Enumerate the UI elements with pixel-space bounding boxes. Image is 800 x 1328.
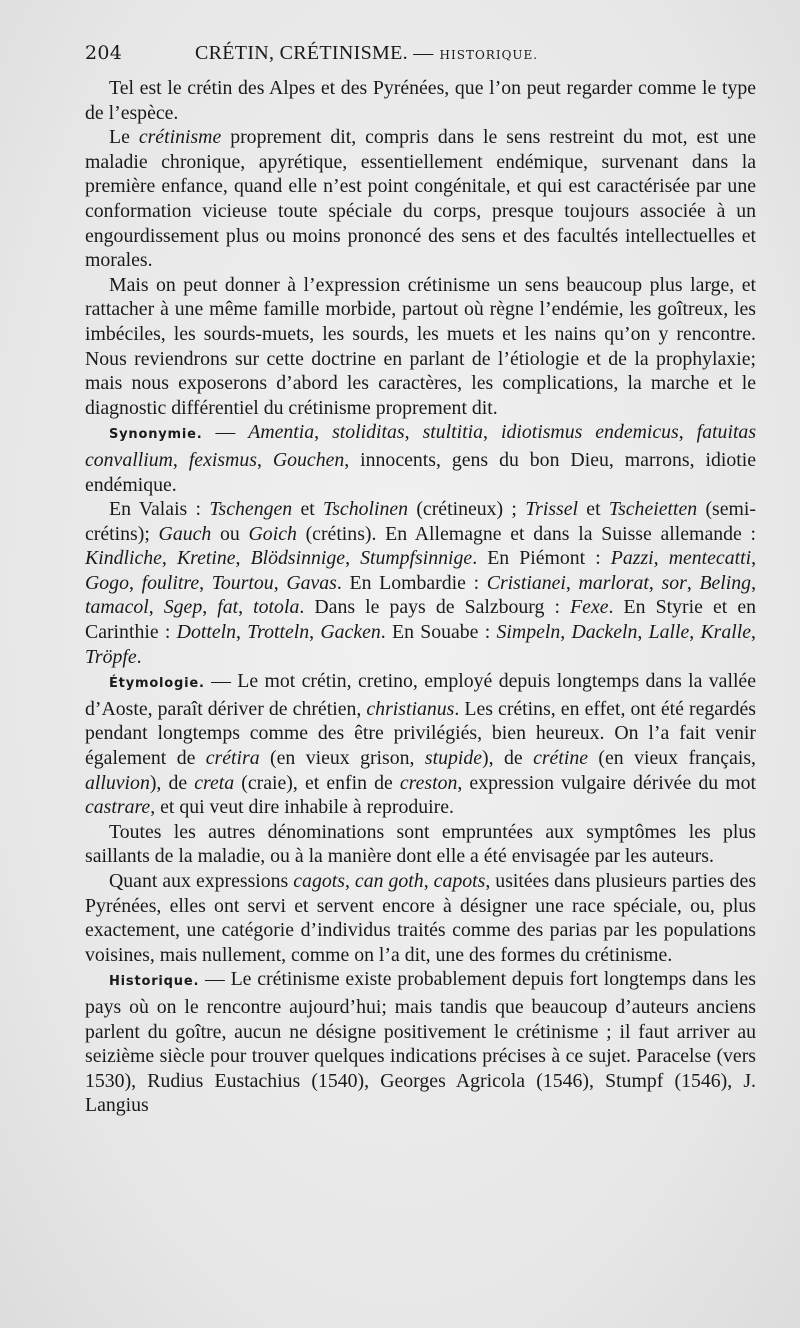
- paragraph: [85, 669, 756, 820]
- text-run: . En Styrie et en Carinthie :: [85, 596, 756, 644]
- italic-term: Tschengen: [209, 498, 293, 521]
- header-section: HISTORIQUE.: [439, 48, 539, 62]
- text-run: Tel est le crétin des Alpes et des Pyrénées, que l’on peut regarder comme le type de l’espèce.: [85, 77, 756, 124]
- italic-term: Tröpfe: [85, 645, 137, 668]
- text-run: (en vieux grison,: [259, 747, 425, 770]
- italic-term: Blödsinnige: [250, 547, 346, 570]
- italic-term: alluvion: [85, 771, 150, 794]
- italic-term: mentecatti: [668, 547, 752, 570]
- italic-term: stupide: [424, 747, 483, 770]
- italic-term: Simpeln: [496, 621, 561, 644]
- text-run: ), de: [149, 771, 195, 794]
- text-run: ,: [483, 421, 501, 444]
- italic-term: can goth: [354, 870, 424, 892]
- italic-term: cagots: [293, 870, 345, 892]
- text-run: ,: [256, 448, 273, 471]
- text-run: ,: [560, 621, 572, 644]
- running-header: [85, 42, 756, 76]
- italic-term: fatuitas convallium: [85, 421, 757, 471]
- text-run: ,: [565, 571, 579, 594]
- text-run: ), de: [482, 747, 534, 770]
- text-run: proprement dit, compris dans le sens restreint du mot, est une maladie chronique, apyrétique, essentiellement endémique, survenant dans la première enfance, quand elle n’est point congénitale, et qui est caractérisée par une conformation vicieuse toute spéciale du corps, presque toujours associée à un engourdissement plus ou moins prononcé des sens et des facultés intellectuelles et morales.: [85, 126, 756, 272]
- text-run: . Dans le pays de Salzbourg :: [299, 596, 571, 619]
- text-run: ,: [345, 547, 361, 570]
- italic-term: Fexe: [570, 596, 609, 619]
- text-run: . En Piémont :: [472, 547, 611, 570]
- italic-term: stultitia: [422, 421, 484, 444]
- italic-term: fat: [217, 596, 239, 619]
- text-run: ,: [751, 547, 757, 570]
- italic-term: christianus: [366, 697, 455, 720]
- paragraph: [85, 497, 756, 669]
- text-run: Le: [109, 126, 139, 149]
- italic-term: totola: [253, 596, 300, 619]
- italic-term: Gouchen: [272, 448, 345, 471]
- text-run: et: [292, 498, 324, 521]
- text-run: — Le crétinisme existe probablement depuis fort longtemps dans les pays où on le rencontre aujourd’hui; mais tandis que beaucoup d’auteurs anciens parlent du goître, aucun ne désigne positivement le crétinisme ; il faut arriver au seizième siècle pour trouver quelques indications précises à ce sujet. Paracelse (vers 1530), Rudius Eustachius (1540), Georges Agricola (1546), Stumpf (1546), J. Langius: [85, 968, 756, 1117]
- text-run: . En Souabe :: [380, 621, 497, 644]
- italic-term: Trissel: [525, 498, 578, 521]
- italic-term: stoliditas: [332, 421, 405, 444]
- text-run: ,: [637, 621, 649, 644]
- text-run: ,: [648, 571, 662, 594]
- text-run: Toutes les autres dénominations sont empruntées aux symptômes les plus saillants de la maladie, ou à la manière dont elle a été envisagée par les auteurs.: [85, 820, 756, 868]
- text-run: ,: [686, 571, 700, 594]
- italic-term: Dackeln: [571, 621, 638, 644]
- text-run: ,: [235, 547, 251, 570]
- italic-term: tamacol: [85, 596, 149, 619]
- italic-term: sor: [661, 571, 687, 594]
- italic-term: crétira: [205, 747, 260, 770]
- text-run: ,: [344, 870, 355, 892]
- italic-term: Gauch: [158, 522, 212, 545]
- text-run: ,: [689, 621, 701, 644]
- italic-term: idiotismus endemicus: [500, 421, 679, 444]
- italic-term: Trotteln: [247, 621, 310, 644]
- header-title: CRÉTIN, CRÉTINISME. —: [195, 42, 434, 64]
- section-lead: Historique.: [109, 974, 200, 990]
- text-run: (craie), et enfin de: [234, 771, 400, 794]
- text-run: (en vieux français,: [588, 747, 756, 770]
- italic-term: Amentia: [248, 421, 315, 444]
- text-run: . Les crétins, en effet, ont été regardés pendant longtemps comme des être privilégiés, bien heureux. On l’a fait venir également de: [85, 697, 756, 770]
- text-run: ou: [211, 522, 249, 545]
- italic-term: Kretine: [176, 547, 236, 570]
- italic-term: Pazzi: [610, 547, 654, 570]
- text-run: Mais on peut donner à l’expression crétinisme un sens beaucoup plus large, et rattacher à une même famille morbide, partout où règne l’endémie, les goîtreux, les imbéciles, les sourds-muets, les sourds, les muets et les nains qu’on y rencontre. Nous reviendrons sur cette doctrine en parlant de l’étiologie et de la prophylaxie; mais nous exposerons d’abord les caractères, les complications, la marche et le diagnostic différentiel du crétinisme proprement dit.: [85, 273, 756, 419]
- text-run: ,: [238, 596, 254, 619]
- paragraph: [85, 869, 756, 967]
- italic-term: Beling: [699, 571, 752, 594]
- italic-term: Dotteln: [176, 621, 236, 644]
- italic-term: fexismus: [188, 448, 257, 471]
- text-run: ,: [423, 870, 434, 892]
- italic-term: marlorat: [578, 571, 649, 594]
- text-run: En Valais :: [109, 498, 210, 521]
- italic-term: Sgep: [163, 596, 203, 619]
- text-run: ,: [172, 448, 189, 471]
- text-run: . En Lombardie :: [336, 571, 487, 594]
- italic-term: creta: [194, 771, 235, 794]
- text-run: ,: [273, 571, 287, 594]
- page-number: 204: [85, 42, 123, 64]
- text-run: ,: [309, 621, 321, 644]
- text-run: ,: [751, 621, 756, 644]
- text-run: , expression vulgaire dérivée du mot: [457, 771, 757, 794]
- italic-term: capots: [433, 870, 486, 892]
- text-run: ,: [404, 421, 423, 444]
- paragraph: [85, 967, 756, 1118]
- italic-term: Tourtou: [211, 571, 274, 594]
- italic-term: Gacken: [320, 621, 381, 644]
- paragraph: [85, 125, 756, 273]
- text-run: ,: [751, 571, 757, 594]
- italic-term: creston: [399, 771, 458, 794]
- italic-term: Kindliche: [85, 547, 162, 570]
- italic-term: foulitre: [141, 571, 200, 594]
- text-run: .: [136, 645, 142, 668]
- section-lead: Étymologie.: [109, 676, 205, 692]
- paragraph: [85, 76, 756, 125]
- text-run: (crétins). En Allemagne et dans la Suisse allemande :: [296, 522, 757, 545]
- text-run: (semi-crétins);: [85, 498, 757, 545]
- italic-term: Tscholinen: [323, 498, 409, 521]
- text-run: (crétineux) ;: [408, 498, 526, 521]
- paragraph: [85, 820, 756, 869]
- text-run: , usitées dans plusieurs parties des Pyrénées, elles ont servi et servent encore à désigner une race spéciale, ou, plus exactement, une catégorie d’individus traités comme des parias par les populations voisines, mais nullement, comme on l’a dit, une des formes du crétinisme.: [85, 870, 757, 966]
- text-run: —: [202, 421, 249, 444]
- italic-term: Lalle: [648, 621, 690, 644]
- paragraph: [85, 420, 756, 497]
- text-run: ,: [199, 571, 212, 594]
- italic-term: Cristianei: [486, 571, 566, 594]
- text-run: — Le mot crétin, cretino, employé depuis longtemps dans la vallée d’Aoste, paraît dériver de chrétien,: [85, 670, 756, 720]
- text-run: , innocents, gens du bon Dieu, marrons, idiotie endémique.: [85, 448, 757, 496]
- text-run: ,: [202, 596, 218, 619]
- text-run: ,: [653, 547, 669, 570]
- text-run: ,: [314, 421, 333, 444]
- italic-term: Gogo: [85, 571, 129, 594]
- text-run: ,: [148, 596, 164, 619]
- italic-term: Stumpfsinnige: [360, 547, 473, 570]
- italic-term: castrare: [85, 796, 151, 819]
- italic-term: Goich: [248, 522, 297, 545]
- italic-term: crétinisme: [138, 126, 222, 149]
- paragraph: [85, 273, 756, 421]
- body-text: [85, 76, 756, 1118]
- text-run: et: [578, 498, 609, 521]
- italic-term: Tscheietten: [608, 498, 698, 521]
- text-run: ,: [161, 547, 177, 570]
- section-lead: Synonymie.: [109, 427, 203, 443]
- text-run: ,: [678, 421, 697, 444]
- italic-term: Kralle: [700, 621, 752, 644]
- text-run: ,: [236, 621, 248, 644]
- text-run: Quant aux expressions: [109, 870, 294, 892]
- text-run: , et qui veut dire inhabile à reproduire.: [150, 796, 454, 819]
- italic-term: Gavas: [286, 571, 337, 594]
- text-run: ,: [128, 571, 142, 594]
- italic-term: crétine: [533, 747, 588, 770]
